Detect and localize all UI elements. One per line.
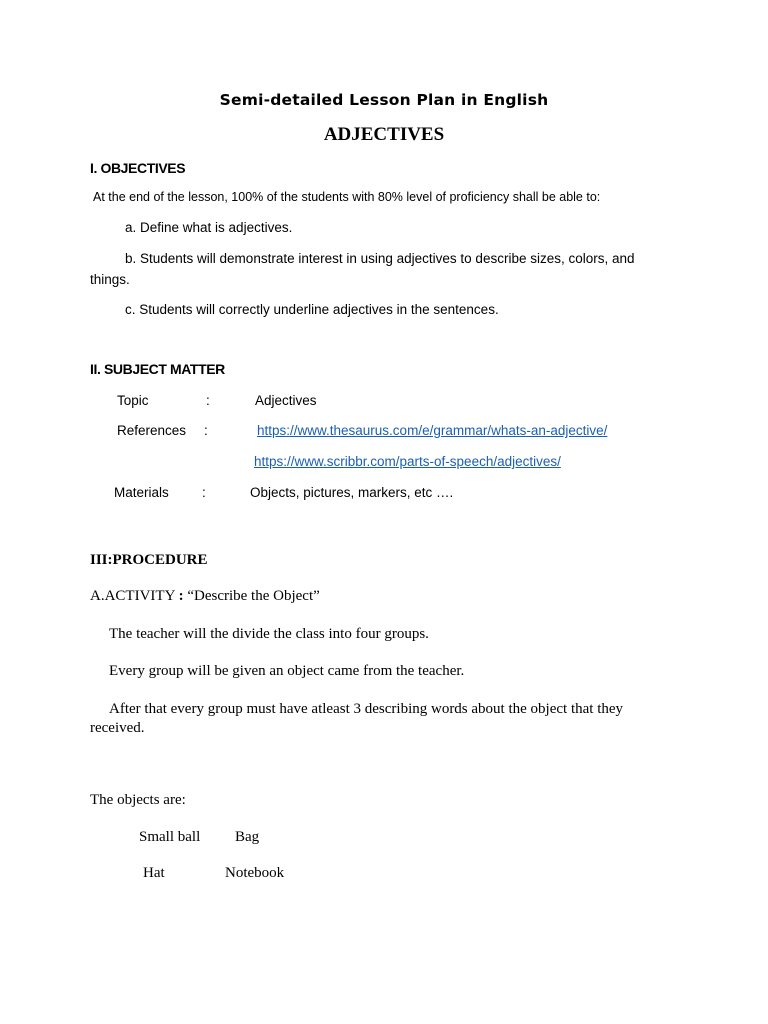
- reference-link-scribbr[interactable]: https://www.scribbr.com/parts-of-speech/adjectives/: [254, 454, 561, 469]
- topic-separator: :: [206, 393, 210, 408]
- references-label: References: [117, 423, 187, 438]
- materials-separator: :: [202, 485, 206, 500]
- subject-matter-heading: II. SUBJECT MATTER: [90, 361, 225, 377]
- objective-item-b: b. Students will demonstrate interest in using adjectives to describe sizes, colors, and things.: [90, 251, 635, 287]
- objectives-intro: At the end of the lesson, 100% of the students with 80% level of proficiency shall be able to:: [93, 190, 601, 204]
- procedure-line-1: The teacher will the divide the class into four groups.: [109, 626, 429, 642]
- object-item-bag: Bag: [235, 829, 260, 845]
- references-separator: :: [204, 423, 208, 438]
- objective-item-c: c. Students will correctly underline adjectives in the sentences.: [125, 302, 499, 317]
- materials-label: Materials: [114, 485, 169, 500]
- object-item-notebook: Notebook: [225, 865, 285, 881]
- activity-label: A.ACTIVITY: [90, 588, 175, 604]
- topic-label: Topic: [117, 393, 149, 408]
- topic-value: Adjectives: [255, 393, 317, 408]
- procedure-line-2: Every group will be given an object came from the teacher.: [109, 663, 465, 679]
- objective-item-a: a. Define what is adjectives.: [125, 220, 293, 235]
- activity-title: “Describe the Object”: [187, 588, 320, 604]
- objects-intro: The objects are:: [90, 792, 186, 808]
- activity-line: [90, 588, 320, 605]
- object-item-hat: Hat: [143, 865, 165, 881]
- objectives-heading: I. OBJECTIVES: [90, 160, 186, 176]
- activity-separator: :: [178, 588, 184, 604]
- procedure-line-3: After that every group must have atleast 3 describing words about the object that they received.: [90, 701, 624, 736]
- reference-link-thesaurus[interactable]: https://www.thesaurus.com/e/grammar/whats-an-adjective/: [257, 423, 608, 438]
- object-item-small-ball: Small ball: [139, 829, 201, 845]
- procedure-heading: III:PROCEDURE: [90, 552, 208, 568]
- document-title: Semi-detailed Lesson Plan in English: [219, 91, 549, 109]
- document-subtitle: ADJECTIVES: [323, 124, 445, 145]
- materials-value: Objects, pictures, markers, etc ….: [250, 485, 454, 500]
